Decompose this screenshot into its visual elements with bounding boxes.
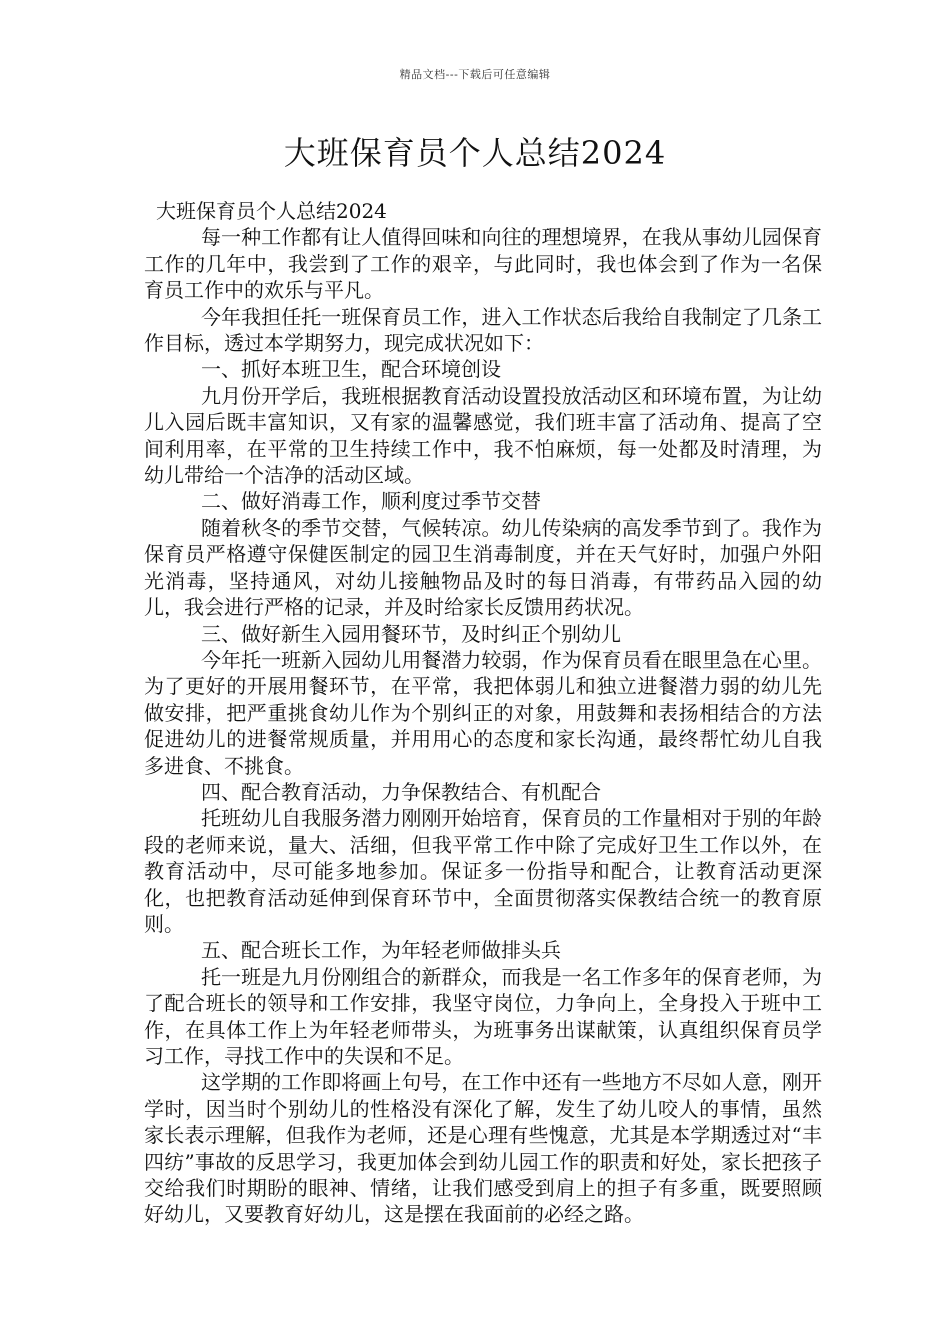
section-heading-3: 三、做好新生入园用餐环节，及时纠正个别幼儿 bbox=[201, 621, 621, 646]
page-header-note: 精品文档---下载后可任意编辑 bbox=[399, 68, 551, 81]
document-body bbox=[144, 198, 822, 1228]
paragraph-goals: 今年我担任托一班保育员工作，进入工作状态后我给自我制定了几条工作目标，透过本学期努力，现完成状况如下： bbox=[144, 304, 822, 356]
section-heading-5: 五、配合班长工作，为年轻老师做排头兵 bbox=[201, 938, 561, 963]
document-title: 大班保育员个人总结2024 bbox=[283, 134, 667, 172]
paragraph-section-1: 九月份开学后，我班根据教育活动设置投放活动区和环境布置，为让幼儿入园后既丰富知识，又有家的温馨感觉，我们班丰富了活动角、提高了空间利用率，在平常的卫生持续工作中，我不怕麻烦，每一处都及时清理，为幼儿带给一个洁净的活动区域。 bbox=[144, 383, 822, 488]
paragraph-conclusion: 这学期的工作即将画上句号，在工作中还有一些地方不尽如人意，刚开学时，因当时个别幼儿的性格没有深化了解，发生了幼儿咬人的事情，虽然家长表示理解，但我作为老师，还是心理有些愧意，尤其是本学期透过对“丰四纺”事故的反思学习，我更加体会到幼儿园工作的职责和好处，家长把孩子交给我们时期盼的眼神、情绪，让我们感受到肩上的担子有多重，既要照顾好幼儿，又要教育好幼儿，这是摆在我面前的必经之路。 bbox=[144, 1070, 822, 1227]
document-subtitle: 大班保育员个人总结2024 bbox=[156, 199, 387, 223]
section-heading-1: 一、抓好本班卫生，配合环境创设 bbox=[201, 357, 501, 382]
paragraph-section-5: 托一班是九月份刚组合的新群众，而我是一名工作多年的保育老师，为了配合班长的领导和工作安排，我坚守岗位，力争向上，全身投入于班中工作，在具体工作上为年轻老师带头，为班事务出谋献策，认真组织保育员学习工作，寻找工作中的失误和不足。 bbox=[144, 964, 822, 1068]
paragraph-section-2: 随着秋冬的季节交替，气候转凉。幼儿传染病的高发季节到了。我作为保育员严格遵守保健医制定的园卫生消毒制度，并在天气好时，加强户外阳光消毒，坚持通风，对幼儿接触物品及时的每日消毒，有带药品入园的幼儿，我会进行严格的记录，并及时给家长反馈用药状况。 bbox=[144, 515, 822, 620]
section-heading-4: 四、配合教育活动，力争保教结合、有机配合 bbox=[201, 779, 601, 804]
paragraph-section-3: 今年托一班新入园幼儿用餐潜力较弱，作为保育员看在眼里急在心里。为了更好的开展用餐环节，在平常，我把体弱儿和独立进餐潜力弱的幼儿先做安排，把严重挑食幼儿作为个别纠正的对象，用鼓舞和表扬相结合的方法促进幼儿的进餐常规质量，并用用心的态度和家长沟通，最终帮忙幼儿自我多进食、不挑食。 bbox=[144, 647, 822, 778]
paragraph-intro: 每一种工作都有让人值得回味和向往的理想境界，在我从事幼儿园保育工作的几年中，我尝到了工作的艰辛，与此同时，我也体会到了作为一名保育员工作中的欢乐与平凡。 bbox=[144, 225, 822, 303]
section-heading-2: 二、做好消毒工作，顺利度过季节交替 bbox=[201, 489, 541, 514]
paragraph-section-4: 托班幼儿自我服务潜力刚刚开始培育，保育员的工作量相对于别的年龄段的老师来说，量大、活细，但我平常工作中除了完成好卫生工作以外，在教育活动中，尽可能多地参加。保证多一份指导和配合，让教育活动更深化，也把教育活动延伸到保育环节中，全面贯彻落实保教结合统一的教育原则。 bbox=[144, 806, 822, 936]
